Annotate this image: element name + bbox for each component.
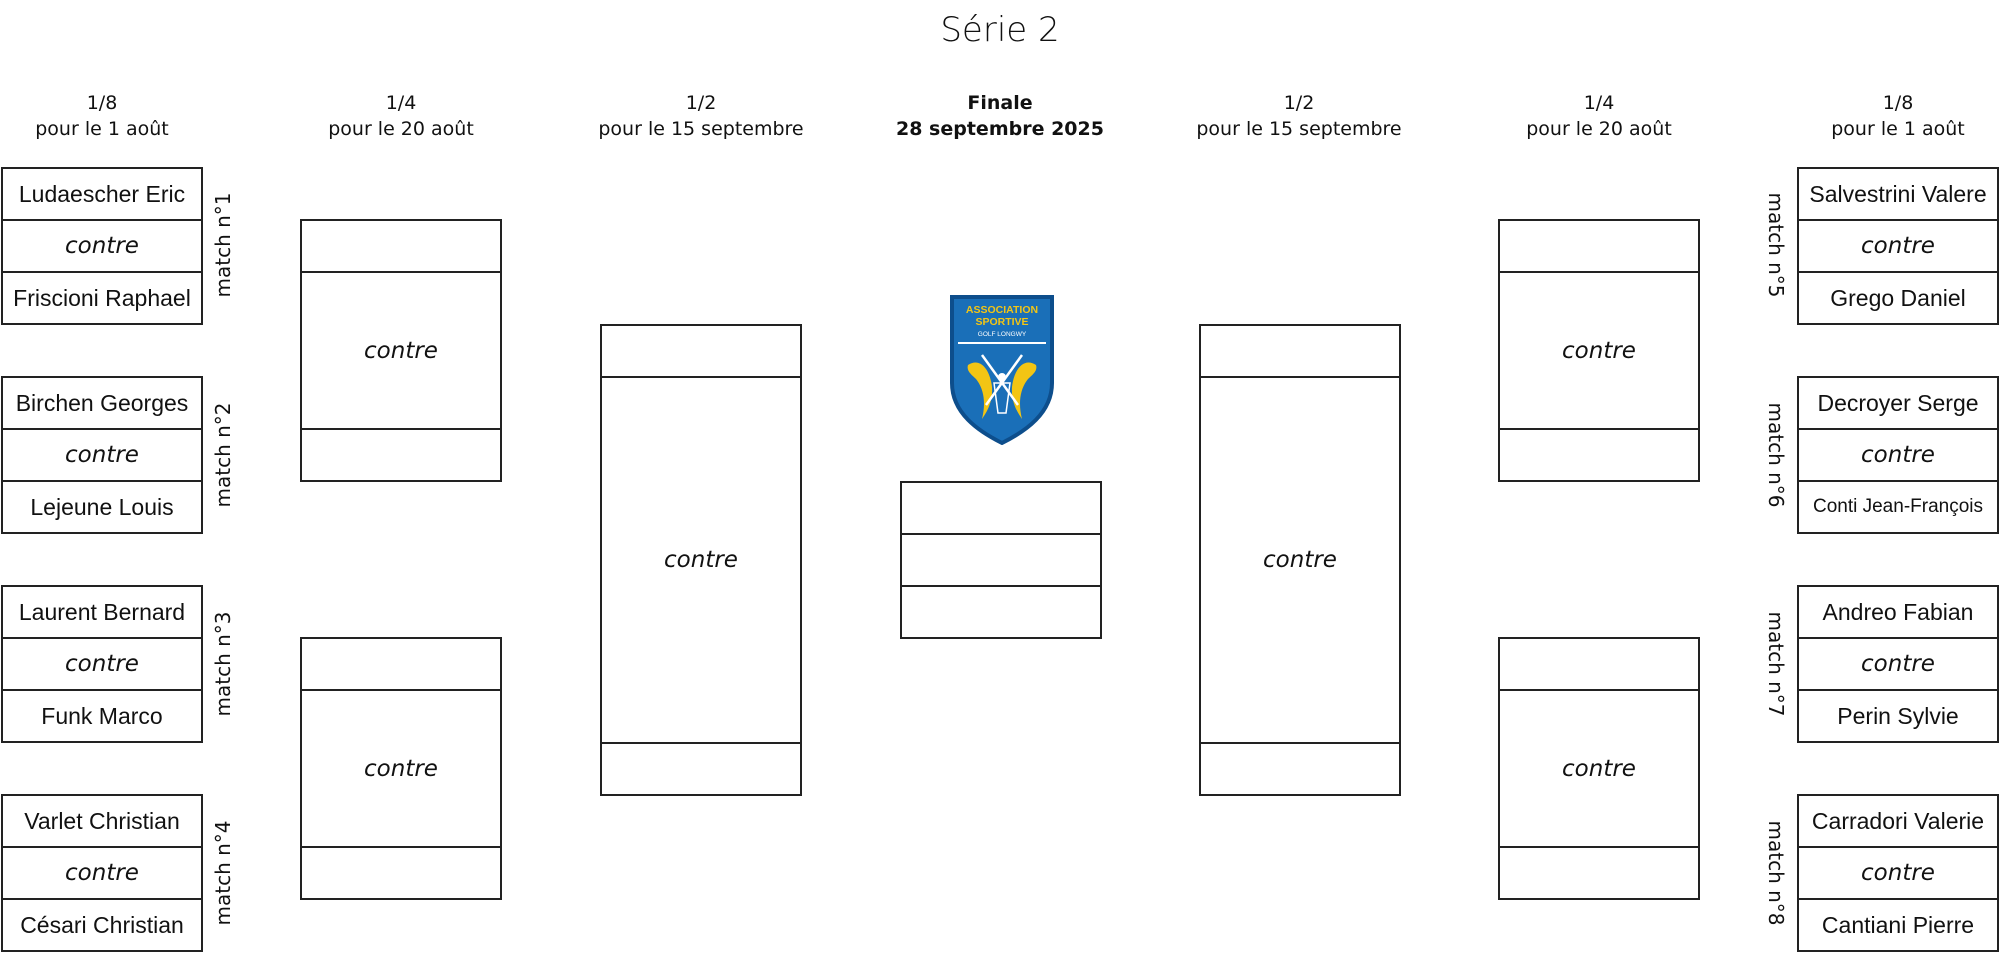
versus-cell <box>1799 221 1997 273</box>
player-slot <box>302 430 500 480</box>
player-slot <box>1500 221 1698 273</box>
quarterfinal-box-right-bottom <box>1498 637 1700 900</box>
match-label: match n°2 <box>211 402 235 508</box>
player-cell <box>3 273 201 323</box>
player-slot <box>302 221 500 273</box>
quarterfinal-box-left-top <box>300 219 502 482</box>
versus-text: contre <box>1562 337 1636 364</box>
page-title: Série 2 <box>940 10 1060 50</box>
player-name: Cantiani Pierre <box>1821 911 1975 938</box>
versus-text: contre <box>1861 651 1935 677</box>
match-box-3 <box>1 585 203 743</box>
association-logo <box>946 295 1058 445</box>
player-cell <box>1799 378 1997 430</box>
player-name: Perin Sylvie <box>1837 702 1959 729</box>
match-box-4 <box>1 794 203 952</box>
player-name: Laurent Bernard <box>18 598 186 625</box>
round-header-final <box>870 90 1130 142</box>
player-slot <box>1201 326 1399 378</box>
round-label: 1/2 <box>685 92 717 114</box>
round-label: 1/8 <box>86 92 118 114</box>
round-header-r8-right <box>1768 90 2000 142</box>
round-date: pour le 15 septembre <box>598 118 804 140</box>
player-slot <box>302 639 500 691</box>
player-slot <box>602 744 800 794</box>
player-slot <box>1500 639 1698 691</box>
player-slot <box>1500 848 1698 898</box>
match-label: match n°4 <box>211 820 235 926</box>
player-name: Conti Jean-François <box>1812 496 1984 517</box>
player-name: Salvestrini Valere <box>1809 180 1987 207</box>
player-name: Varlet Christian <box>24 807 180 834</box>
round-label: Finale <box>967 92 1033 114</box>
versus-cell <box>3 639 201 691</box>
player-name: Friscioni Raphael <box>13 284 191 311</box>
player-cell <box>3 691 201 741</box>
player-cell <box>3 796 201 848</box>
versus-cell <box>1500 273 1698 430</box>
versus-cell <box>3 221 201 273</box>
versus-text: contre <box>65 233 139 259</box>
versus-text: contre <box>664 547 738 573</box>
logo-text-line3: GOLF LONGWY <box>977 331 1027 338</box>
match-box-7 <box>1797 585 1999 743</box>
match-box-5 <box>1797 167 1999 325</box>
semifinal-box-right <box>1199 324 1401 796</box>
player-cell <box>1799 482 1997 532</box>
player-slot <box>902 587 1100 637</box>
round-date: pour le 1 août <box>35 118 169 140</box>
round-header-r4-left <box>271 90 531 142</box>
round-date: pour le 1 août <box>1831 118 1965 140</box>
player-name: Birchen Georges <box>15 389 189 416</box>
versus-text: contre <box>364 337 438 364</box>
player-name: Ludaescher Eric <box>18 180 186 207</box>
player-slot <box>902 483 1100 535</box>
semifinal-box-left <box>600 324 802 796</box>
player-name: Césari Christian <box>20 911 184 938</box>
round-date: pour le 20 août <box>1526 118 1672 140</box>
quarterfinal-box-right-top <box>1498 219 1700 482</box>
match-box-8 <box>1797 794 1999 952</box>
player-name: Andreo Fabian <box>1822 598 1974 625</box>
versus-cell <box>1500 691 1698 848</box>
versus-cell <box>3 848 201 900</box>
versus-text: contre <box>65 442 139 468</box>
player-name: Carradori Valerie <box>1811 807 1985 834</box>
versus-text: contre <box>65 860 139 886</box>
player-name: Funk Marco <box>41 702 163 729</box>
versus-cell <box>1201 378 1399 744</box>
player-cell <box>1799 796 1997 848</box>
final-box <box>900 481 1102 639</box>
player-name: Decroyer Serge <box>1817 389 1979 416</box>
round-header-r8-left <box>0 90 232 142</box>
player-cell <box>3 482 201 532</box>
versus-text: contre <box>1861 233 1935 259</box>
versus-text: contre <box>1861 860 1935 886</box>
match-label: match n°1 <box>211 192 235 298</box>
player-slot <box>1500 430 1698 480</box>
match-label: match n°3 <box>211 611 235 717</box>
round-header-r4-right <box>1469 90 1729 142</box>
logo-text-line1: ASSOCIATION <box>965 304 1039 316</box>
match-label: match n°5 <box>1764 192 1788 298</box>
round-date: 28 septembre 2025 <box>896 118 1104 140</box>
versus-cell <box>602 378 800 744</box>
player-name: Lejeune Louis <box>30 493 174 520</box>
round-header-r2-right <box>1169 90 1429 142</box>
player-cell <box>3 587 201 639</box>
player-slot <box>1201 744 1399 794</box>
round-date: pour le 20 août <box>328 118 474 140</box>
match-box-1 <box>1 167 203 325</box>
match-box-6 <box>1797 376 1999 534</box>
versus-text: contre <box>364 755 438 782</box>
round-label: 1/4 <box>385 92 417 114</box>
versus-cell <box>302 691 500 848</box>
match-label: match n°7 <box>1764 611 1788 717</box>
player-slot <box>302 848 500 898</box>
versus-text: contre <box>1263 547 1337 573</box>
ball-icon <box>998 373 1006 381</box>
match-box-2 <box>1 376 203 534</box>
round-label: 1/2 <box>1283 92 1315 114</box>
player-cell <box>1799 169 1997 221</box>
versus-cell <box>302 273 500 430</box>
versus-text: contre <box>1861 442 1935 468</box>
player-slot <box>602 326 800 378</box>
player-name: Grego Daniel <box>1830 284 1966 311</box>
versus-cell <box>1799 430 1997 482</box>
player-cell <box>3 900 201 950</box>
versus-text: contre <box>1562 755 1636 782</box>
player-cell <box>3 378 201 430</box>
match-label: match n°8 <box>1764 820 1788 926</box>
versus-text: contre <box>65 651 139 677</box>
round-date: pour le 15 septembre <box>1196 118 1402 140</box>
player-cell <box>1799 273 1997 323</box>
round-header-r2-left <box>571 90 831 142</box>
round-label: 1/4 <box>1583 92 1615 114</box>
quarterfinal-box-left-bottom <box>300 637 502 900</box>
round-label: 1/8 <box>1882 92 1914 114</box>
versus-cell <box>3 430 201 482</box>
player-slot <box>902 535 1100 587</box>
versus-cell <box>1799 848 1997 900</box>
player-cell <box>1799 900 1997 950</box>
match-label: match n°6 <box>1764 402 1788 508</box>
player-cell <box>1799 691 1997 741</box>
logo-text-line2: SPORTIVE <box>975 316 1029 328</box>
player-cell <box>1799 587 1997 639</box>
versus-cell <box>1799 639 1997 691</box>
player-cell <box>3 169 201 221</box>
